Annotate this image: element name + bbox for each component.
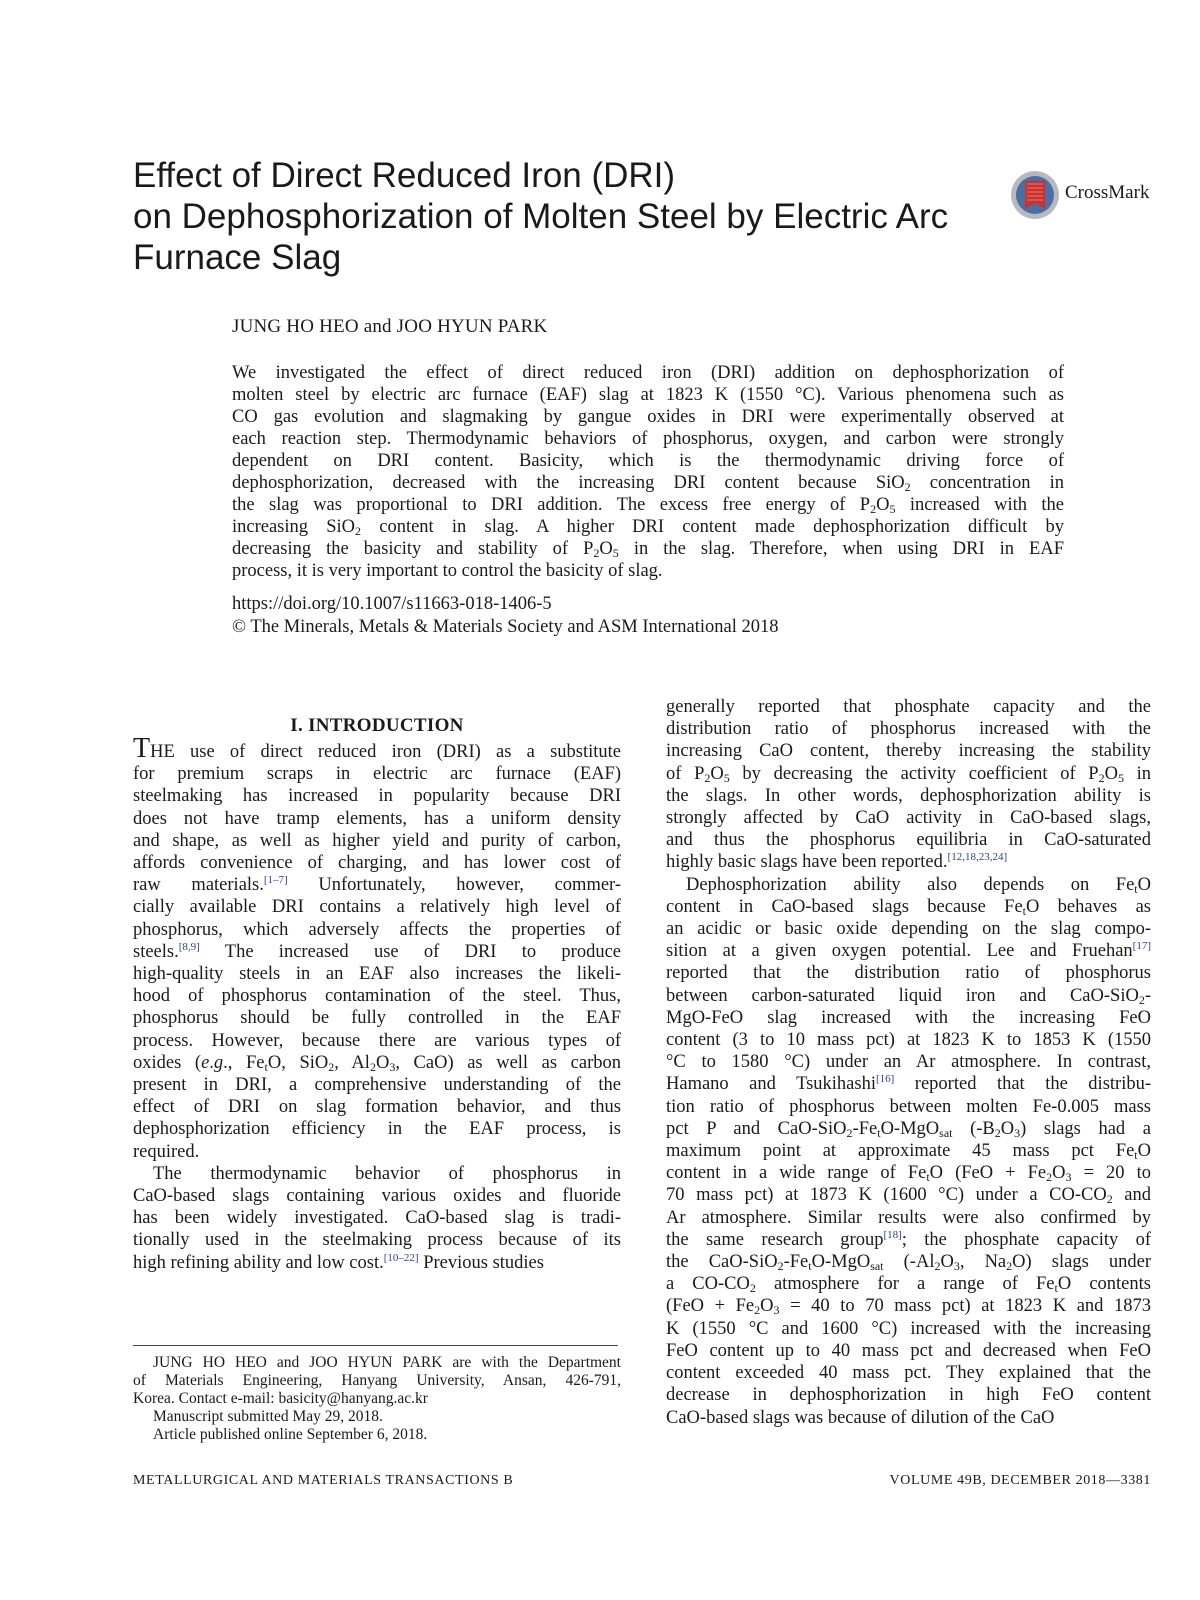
abstract-line: CO gas evolution and slagmaking by gangue oxides in DRI were experimentally observed at [232,407,1064,427]
body-text-line: high-quality steels in an EAF also increases the likeli- [133,964,621,985]
footnote-line: JUNG HO HEO and JOO HYUN PARK are with the Department [153,1354,621,1371]
body-text-line: the slags. In other words, dephosphorization ability is [666,785,1151,806]
body-text-line: hood of phosphorus contamination of the steel. Thus, [133,986,621,1007]
abstract [232,362,1064,582]
author-footnote [133,1354,621,1444]
authors: JUNG HO HEO and JOO HYUN PARK [232,316,548,337]
abstract-line: dephosphorization, decreased with the increasing DRI content because SiO$_2$ concentration in [232,473,1064,494]
body-text-line: effect of DRI on slag formation behavior, and thus [133,1097,621,1118]
body-text-line: generally reported that phosphate capacity and the [666,697,1151,717]
abstract-line: increasing SiO$_2$ content in slag. A higher DRI content made dephosphorization difficult by [232,517,1064,538]
abstract-line: decreasing the basicity and stability of $P_2O_5$ in the slag. Therefore, when using DRI in EAF [232,539,1065,560]
title-line: Furnace Slag [133,238,342,277]
body-text-line: Dephosphorization ability also depends on $Fe_tO$ [686,874,1151,896]
body-text-line: has been widely investigated. CaO-based slag is tradi- [133,1208,621,1229]
body-text-line: present in DRI, a comprehensive understanding of the [133,1075,621,1096]
body-text-line: CaO-based slags containing various oxides and fluoride [133,1186,621,1207]
body-text-line: strongly affected by CaO activity in CaO-based slags, [666,808,1151,829]
body-text-line: sition at a given oxygen potential. Lee and Fruehan[17] [666,940,1151,962]
body-text-line: a $CO-CO_2$ atmosphere for a range of $Fe_tO$ contents [666,1274,1151,1296]
footnote-line: Article published online September 6, 2018. [153,1426,428,1443]
body-column-left [133,738,621,1274]
body-text-line: does not have tramp elements, has a uniform density [133,808,621,829]
body-text-line: for premium scraps in electric arc furnace (EAF) [133,764,621,785]
body-text-line: 70 mass pct) at 1873 K (1600 °C) under a $CO-CO_2$ and [666,1185,1151,1207]
body-text-line: THE use of direct reduced iron (DRI) as a substitute [133,738,621,764]
abstract-line: molten steel by electric arc furnace (EAF) slag at 1823 K (1550 °C). Various phenomena such as [232,385,1064,405]
body-text-line: K (1550 °C and 1600 °C) increased with the increasing [666,1318,1151,1339]
article-title [133,155,1013,278]
body-text-line: reported that the distribution ratio of phosphorus [666,963,1151,984]
body-text-line: content (3 to 10 mass pct) at 1823 K to 1853 K (1550 [666,1030,1151,1051]
body-text-line: process. However, because there are various types of [133,1030,621,1051]
body-text-line: content exceeded 40 mass pct. They explained that the [666,1363,1151,1384]
body-text-line: dephosphorization efficiency in the EAF process, is [133,1119,621,1140]
crossmark-icon [1010,170,1060,220]
crossmark-label: CrossMark [1065,182,1150,203]
body-text-line: ($FeO + Fe_2O_3 = 40$ to 70 mass pct) at 1823 K and 1873 [666,1296,1151,1318]
body-text-line: increasing CaO content, thereby increasing the stability [666,741,1151,762]
journal-name: METALLURGICAL AND MATERIALS TRANSACTIONS B [133,1473,514,1488]
body-text-line: °C to 1580 °C) under an Ar atmosphere. In contrast, [666,1052,1151,1073]
footnote-line: Korea. Contact e-mail: basicity@hanyang.ac.kr [133,1390,428,1407]
abstract-line: process, it is very important to control the basicity of slag. [232,561,663,581]
body-text-line: steels.[8,9] The increased use of DRI to produce [133,940,621,962]
body-text-line: and shape, as well as higher yield and purity of carbon, [133,830,621,851]
body-text-line: required. [133,1141,200,1162]
volume-page: VOLUME 49B, DECEMBER 2018—3381 [889,1473,1151,1488]
body-text-line: of $P_2O_5$ by decreasing the activity coefficient of $P_2O_5$ in [666,763,1151,785]
body-text-line: Ar atmosphere. Similar results were also confirmed by [666,1207,1151,1228]
body-text-line: the same research group[18]; the phosphate capacity of [666,1228,1151,1250]
body-text-line: cially available DRI contains a relatively high level of [133,897,621,918]
abstract-line: dependent on DRI content. Basicity, which is the thermodynamic driving force of [232,451,1064,471]
body-text-line: decrease in dephosphorization in high FeO content [666,1385,1151,1406]
body-text-line: high refining ability and low cost.[10–22] Previous studies [133,1251,544,1273]
body-text-line: MgO-FeO slag increased with the increasing FeO [666,1007,1151,1028]
body-text-line: phosphorus should be fully controlled in the EAF [133,1008,621,1029]
body-text-line: The thermodynamic behavior of phosphorus in [153,1163,621,1184]
body-text-line: the CaO-$SiO_2-Fe_tO-MgO_{sat}$ ($-Al_2O_3$, $Na_2O$) slags under [666,1252,1151,1274]
body-text-line: steelmaking has increased in popularity because DRI [133,786,621,807]
title-line: on Dephosphorization of Molten Steel by Electric Arc [133,197,949,236]
footnote-line: Manuscript submitted May 29, 2018. [153,1408,383,1425]
copyright-notice: © The Minerals, Metals & Materials Society and ASM International 2018 [232,617,779,637]
body-text-line: CaO-based slags was because of dilution of the CaO [666,1407,1055,1428]
abstract-line: the slag was proportional to DRI addition. The excess free energy of $P_2O_5$ increased with the [232,495,1064,516]
crossmark-badge[interactable] [1010,168,1170,222]
body-text-line: an acidic or basic oxide depending on the slag compo- [666,919,1151,940]
body-text-line: tion ratio of phosphorus between molten Fe-0.005 mass [666,1096,1151,1117]
body-text-line: maximum point at approximate 45 mass pct $Fe_tO$ [666,1141,1151,1163]
footnote-divider [133,1345,618,1346]
body-text-line: content in a wide range of $Fe_tO$ ($FeO + Fe_2O_3 = 20$ to [666,1163,1151,1185]
body-column-right [666,696,1151,1429]
body-text-line: phosphorus, which adversely affects the properties of [133,919,621,940]
body-text-line: pct P and CaO-$SiO_2-Fe_tO-MgO_{sat}$ $(-B_2O_3)$ slags had a [666,1118,1151,1140]
body-text-line: affords convenience of charging, and has lower cost of [133,853,621,874]
body-text-line: highly basic slags have been reported.[12,18,23,24] [666,851,1008,873]
section-heading: I. INTRODUCTION [290,715,464,736]
body-text-line: oxides (e.g., $Fe_tO$, SiO$_2$, $Al_2O_3$, CaO) as well as carbon [133,1052,621,1074]
body-text-line: FeO content up to 40 mass pct and decreased when FeO [666,1340,1151,1361]
body-text-line: Hamano and Tsukihashi[16] reported that the distribu- [666,1073,1151,1095]
abstract-line: each reaction step. Thermodynamic behaviors of phosphorus, oxygen, and carbon were strongly [232,429,1064,449]
body-text-line: distribution ratio of phosphorus increased with the [666,719,1151,740]
title-line: Effect of Direct Reduced Iron (DRI) [133,156,676,195]
abstract-line: We investigated the effect of direct reduced iron (DRI) addition on dephosphorization of [232,363,1064,383]
doi-link[interactable]: https://doi.org/10.1007/s11663-018-1406-5 [232,594,552,614]
footnote-line: of Materials Engineering, Hanyang University, Ansan, 426-791, [133,1372,621,1389]
body-text-line: and thus the phosphorus equilibria in CaO-saturated [666,830,1151,851]
body-text-line: tionally used in the steelmaking process because of its [133,1230,621,1251]
body-text-line: between carbon-saturated liquid iron and CaO-SiO$_2$- [666,985,1151,1007]
body-text-line: raw materials.[1–7] Unfortunately, however, commer- [133,874,621,896]
body-text-line: content in CaO-based slags because $Fe_tO$ behaves as [666,896,1151,918]
